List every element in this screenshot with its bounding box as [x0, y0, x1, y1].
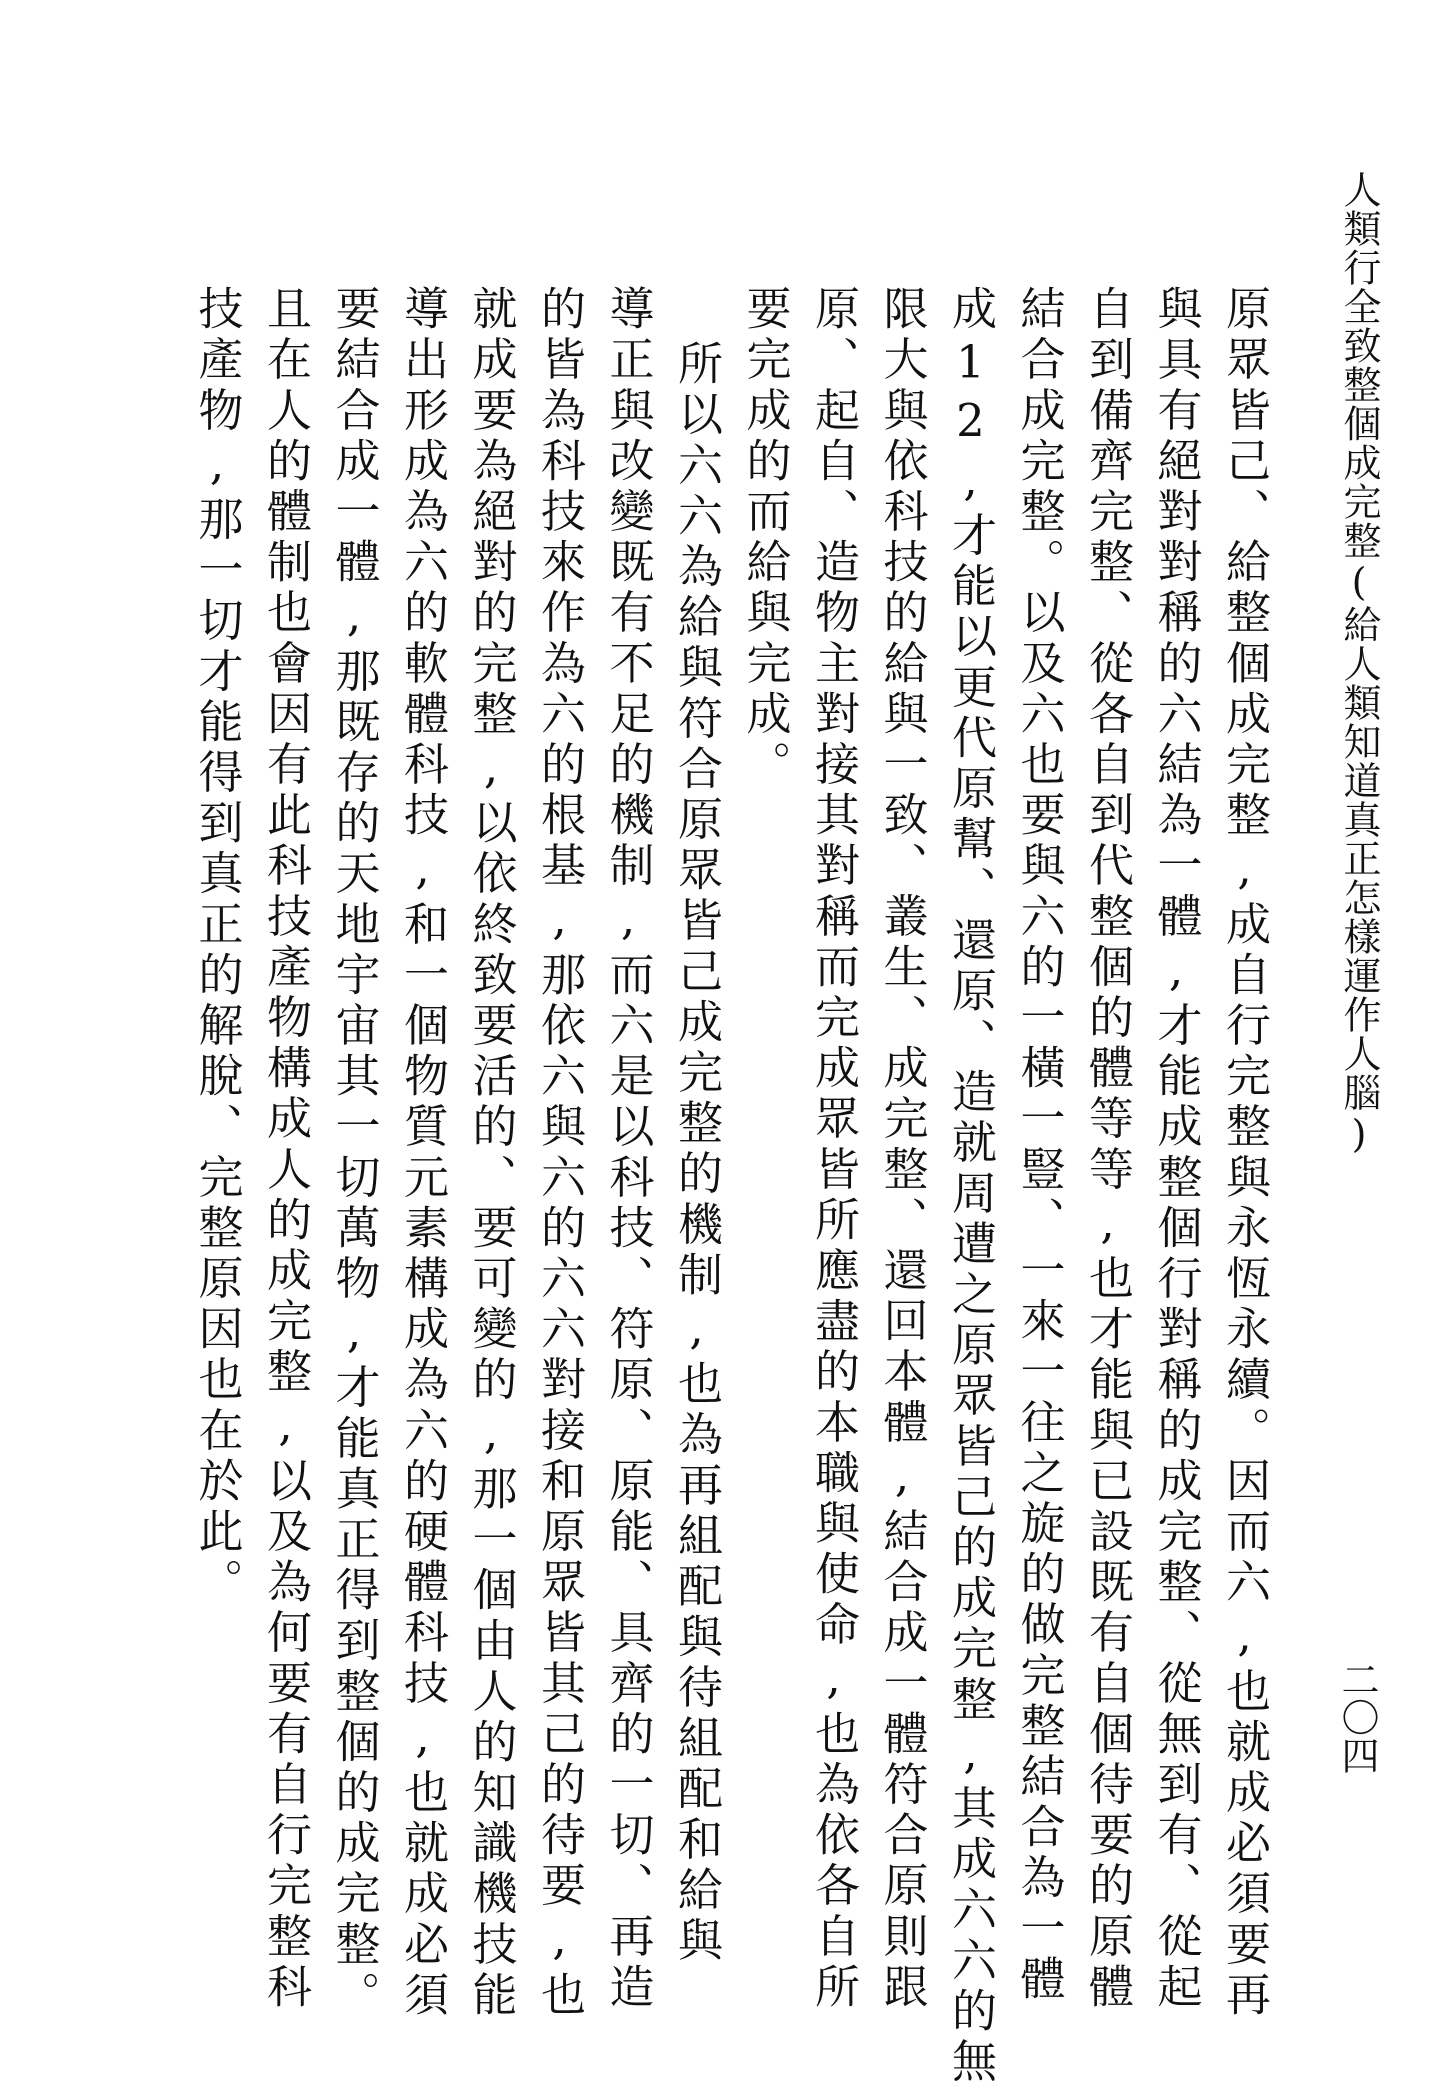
paragraph-start-line: 所以六六為給與符合原眾皆己成完整的機制,也為再組配與待組配和給與	[670, 340, 723, 1968]
running-title: 人類行全致整個成完整(給人類知道真正怎樣運作人腦)	[1337, 170, 1381, 1157]
text-line: 原、起自、造物主對接其對稱而完成眾皆所應盡的本職與使命,也為依各自所	[807, 285, 860, 2014]
text-line: 且在人的體制也會因有此科技產物構成人的成完整,以及為何要有自行完整科	[259, 285, 312, 2014]
body-text	[182, 285, 1278, 2088]
text-line: 限大與依科技的給與一致、叢生、成完整、還回本體,結合成一體符合原則跟	[875, 285, 929, 2014]
text-line: 原眾皆己、給整個成完整,成自行完整與永恆永續。因而六,也就成必須要再	[1218, 285, 1271, 2022]
text-line: 成12,才能以更代原幫、還原、造就周遭之原眾皆己的成完整,其成六六的無	[944, 285, 997, 2088]
text-line: 技產物,那一切才能得到真正的解脫、完整原因也在於此。	[190, 285, 244, 1609]
text-line: 的皆為科技來作為六的根基,那依六與六的六六對接和原眾皆其己的待要,也	[533, 285, 586, 2022]
page-number: 二〇四	[1335, 1660, 1379, 1774]
text-line: 自到備齊完整、從各自到代整個的體等等,也才能與已設既有自個待要的原體	[1081, 285, 1134, 2014]
text-line: 就成要為絕對的完整,以依終致要活的、要可變的,那一個由人的知識機技能	[464, 285, 518, 2022]
text-line: 要完成的而給與完成。	[738, 285, 792, 791]
text-line: 要結合成一體,那既存的天地宇宙其一切萬物,才能真正得到整個的成完整。	[327, 285, 381, 2022]
text-line: 結合成完整。以及六也要與六的一橫一豎、一來一往之旋的做完整結合為一體	[1012, 285, 1066, 2006]
text-line: 導出形成為六的軟體科技,和一個物質元素構成為六的硬體科技,也就成必須	[396, 285, 449, 2022]
text-line: 與具有絕對對稱的六結為一體,才能成整個行對稱的成完整、從無到有、從起	[1149, 285, 1203, 2014]
text-line: 導正與改變既有不足的機制,而六是以科技、符原、原能、具齊的一切、再造	[601, 285, 655, 2014]
